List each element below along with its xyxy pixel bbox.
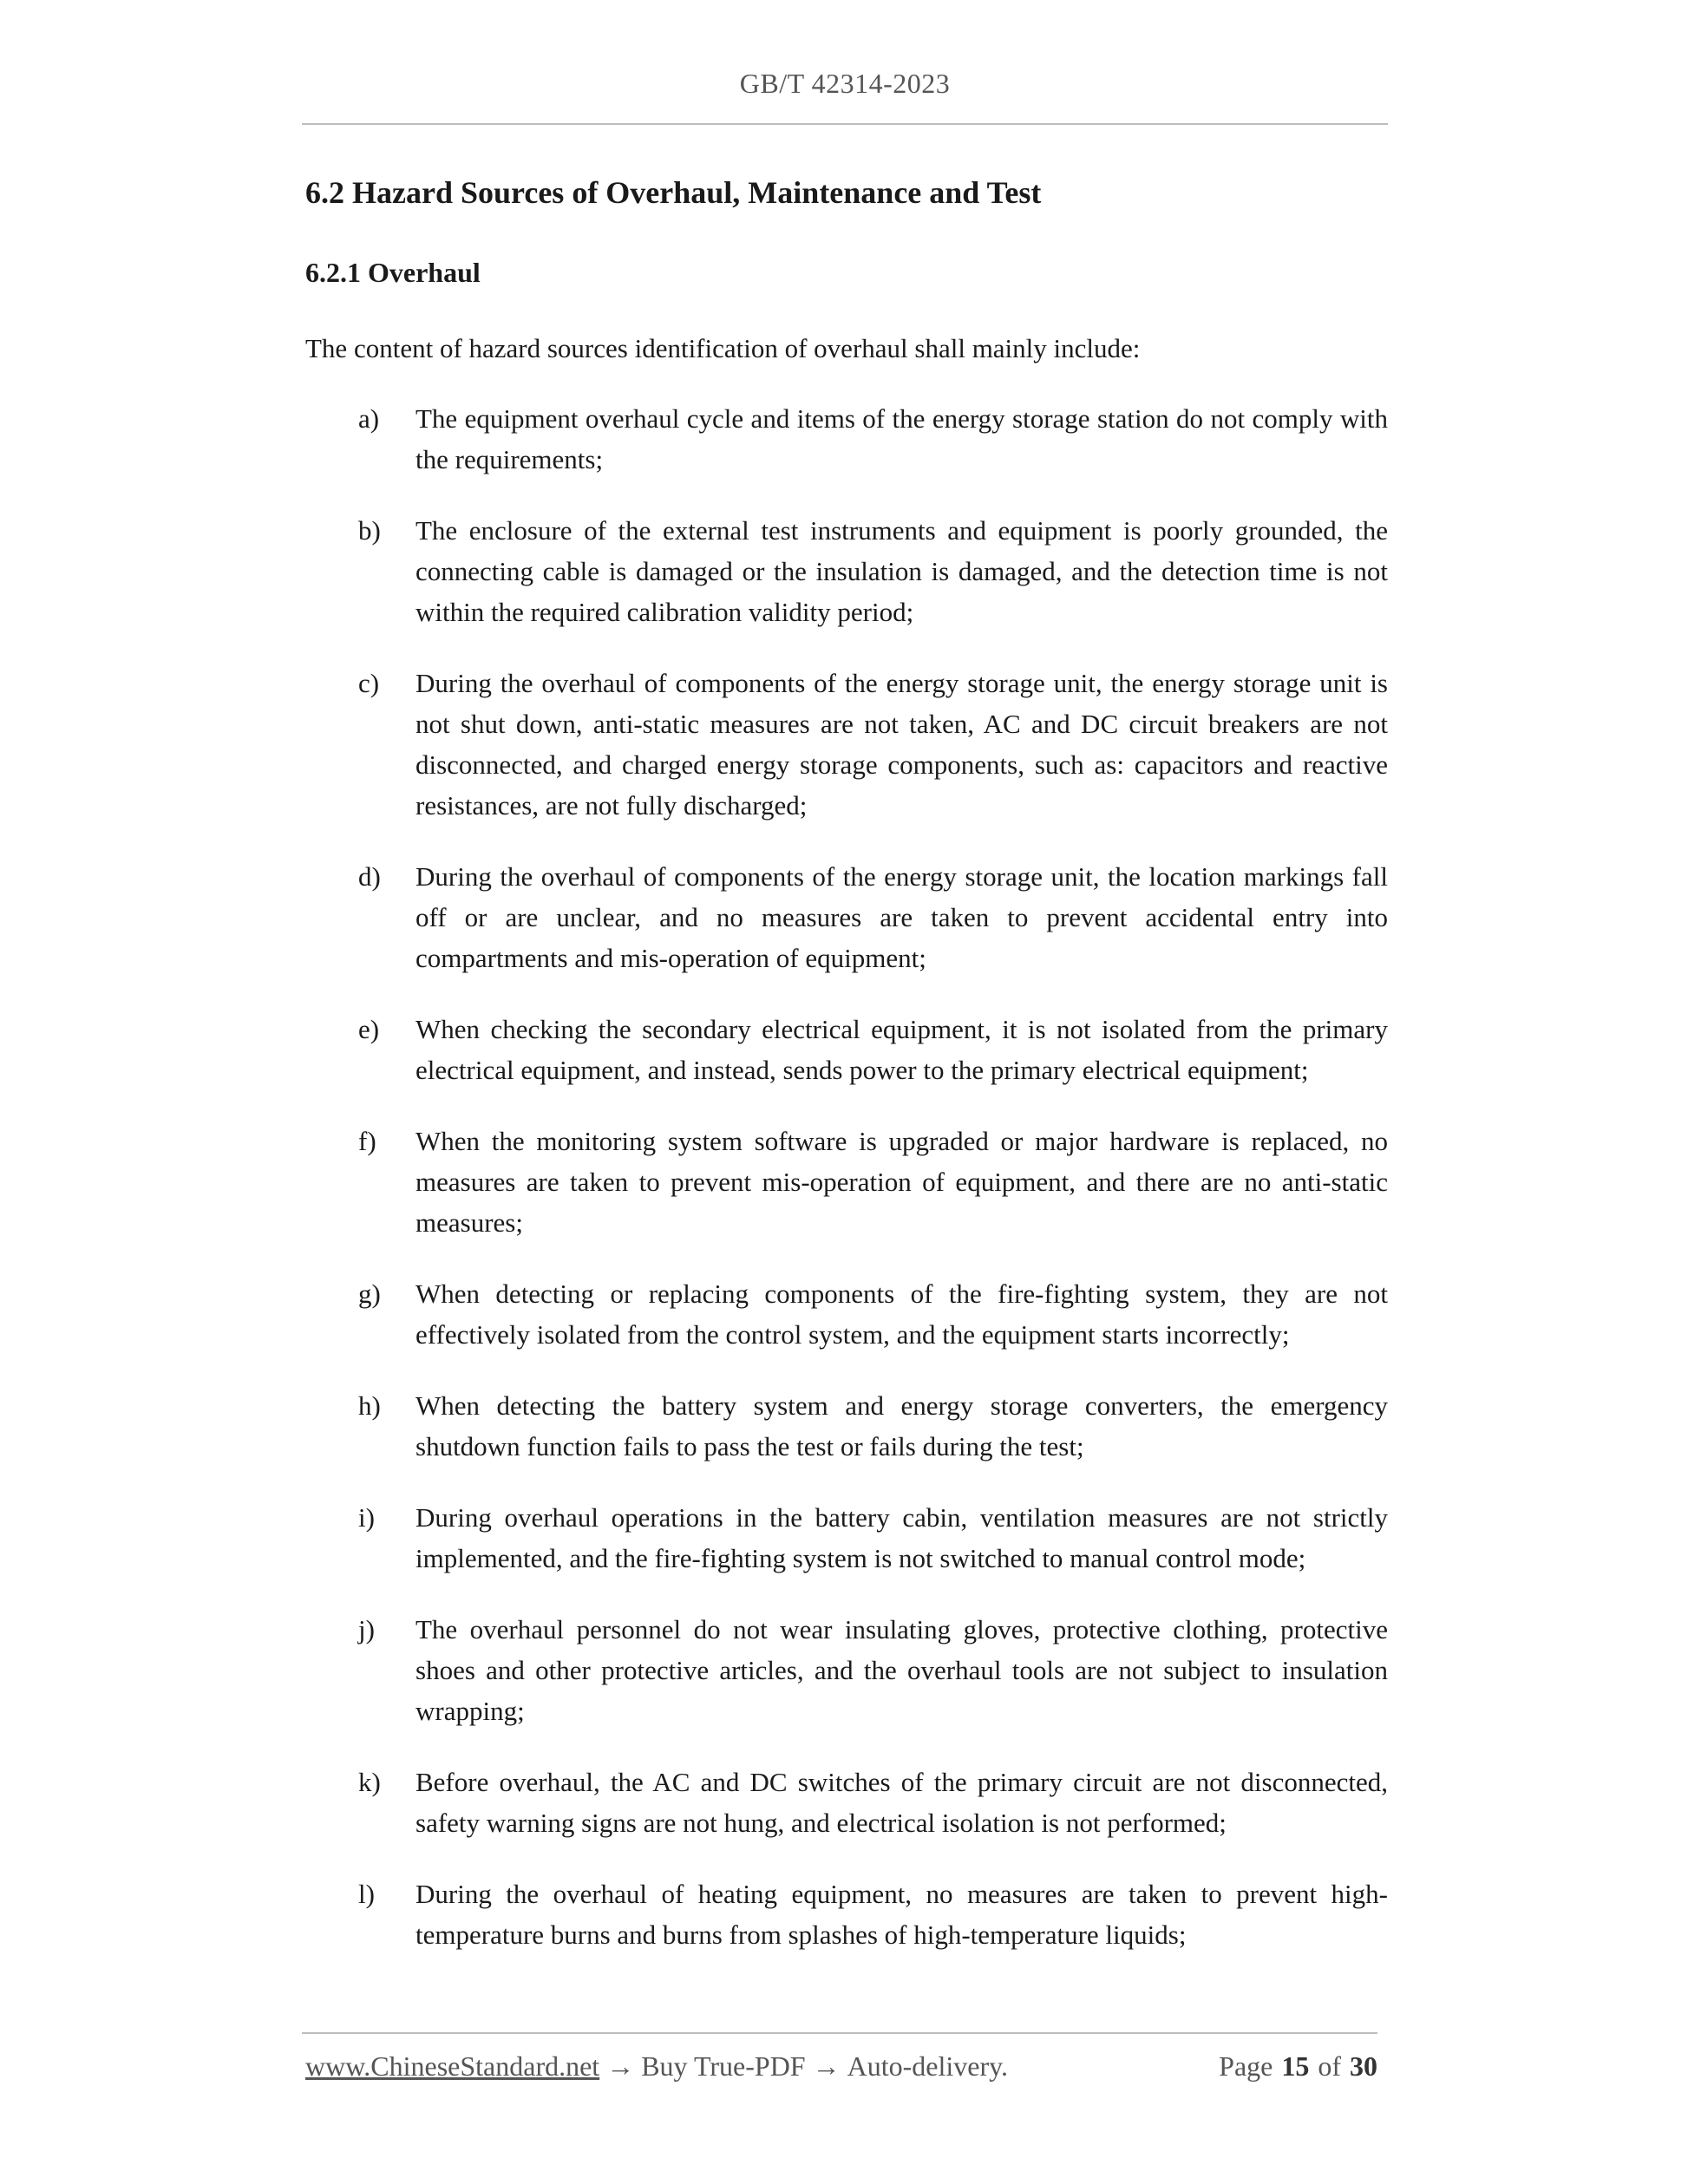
list-item [305,1273,1388,1355]
arrow-right-icon: → [812,2050,841,2082]
list-item-marker: e) [358,1014,380,1044]
list-item [305,1497,1388,1579]
section-heading: 6.2 Hazard Sources of Overhaul, Maintenance and Test [305,175,1042,210]
list-item-marker: g) [358,1278,381,1309]
total-pages: 30 [1350,2050,1377,2082]
subsection-heading: 6.2.1 Overhaul [305,257,481,288]
list-item-text: When detecting or replacing components of the fire-fighting system, they are not effectively isolated from the control system, and the equipment starts incorrectly; [415,1278,1388,1350]
list-item [305,1609,1388,1731]
header-divider [302,123,1388,125]
list-item-marker: c) [358,668,380,698]
of-label: of [1318,2050,1341,2082]
page-counter [1219,2050,1377,2083]
page-label: Page [1219,2050,1273,2082]
footer-promo [305,2050,1008,2083]
list-item-marker: a) [358,403,380,434]
list-item-text: The enclosure of the external test instruments and equipment is poorly grounded, the connecting cable is damaged or the insulation is damaged, and the detection time is not within the required calibration validity period; [415,515,1388,627]
list-item [305,663,1388,826]
footer-divider [302,2032,1377,2034]
intro-paragraph: The content of hazard sources identification of overhaul shall mainly include: [305,333,1141,363]
list-item-text: Before overhaul, the AC and DC switches of the primary circuit are not disconnected, safety warning signs are not hung, and electrical isolation is not performed; [415,1767,1388,1838]
buy-pdf-text: Buy True-PDF [641,2050,806,2082]
list-item [305,1121,1388,1243]
list-item-text: When the monitoring system software is upgraded or major hardware is replaced, no measures are taken to prevent mis-operation of equipment, and there are no anti-static measures; [415,1126,1388,1238]
arrow-right-icon: → [606,2050,635,2082]
list-item-text: During the overhaul of components of the energy storage unit, the location markings fall off or are unclear, and no measures are taken to prevent accidental entry into compartments and mis-operation of equipment; [415,861,1388,973]
auto-delivery-text: Auto-delivery. [847,2050,1009,2082]
document-code: GB/T 42314-2023 [739,68,951,99]
list-item-marker: j) [358,1614,375,1645]
list-item-marker: l) [358,1879,375,1909]
list-item-marker: b) [358,515,381,546]
list-item-marker: i) [358,1502,375,1533]
website-link[interactable]: www.ChineseStandard.net [305,2050,600,2082]
list-item [305,1009,1388,1090]
list-item [305,1385,1388,1467]
list-item [305,398,1388,480]
list-item-text: The equipment overhaul cycle and items of the energy storage station do not comply with the requirements; [415,403,1388,474]
list-item [305,1873,1388,1955]
list-item-text: During the overhaul of heating equipment, no measures are taken to prevent high-temperature burns and burns from splashes of high-temperature liquids; [415,1879,1388,1950]
list-item [305,510,1388,632]
hazard-list [305,398,1388,1955]
list-item-marker: h) [358,1390,381,1421]
list-item [305,1762,1388,1843]
list-item-text: When detecting the battery system and energy storage converters, the emergency shutdown function fails to pass the test or fails during the test; [415,1390,1388,1461]
list-item-marker: d) [358,861,381,892]
list-item-marker: f) [358,1126,376,1156]
page-number: 15 [1281,2050,1310,2082]
document-body [305,170,1388,1985]
list-item-text: When checking the secondary electrical equipment, it is not isolated from the primary electrical equipment, and instead, sends power to the primary electrical equipment; [415,1014,1388,1085]
list-item [305,856,1388,978]
list-item-marker: k) [358,1767,381,1797]
page-footer [305,2050,1377,2083]
list-item-text: The overhaul personnel do not wear insulating gloves, protective clothing, protective shoes and other protective articles, and the overhaul tools are not subject to insulation wrapping; [415,1614,1388,1726]
page-header [302,68,1388,100]
list-item-text: During overhaul operations in the battery cabin, ventilation measures are not strictly implemented, and the fire-fighting system is not switched to manual control mode; [415,1502,1388,1573]
list-item-text: During the overhaul of components of the energy storage unit, the energy storage unit is not shut down, anti-static measures are not taken, AC and DC circuit breakers are not disconnected, and charged energy storage components, such as: capacitors and reactive resistances, are not fully discharged; [415,668,1388,821]
